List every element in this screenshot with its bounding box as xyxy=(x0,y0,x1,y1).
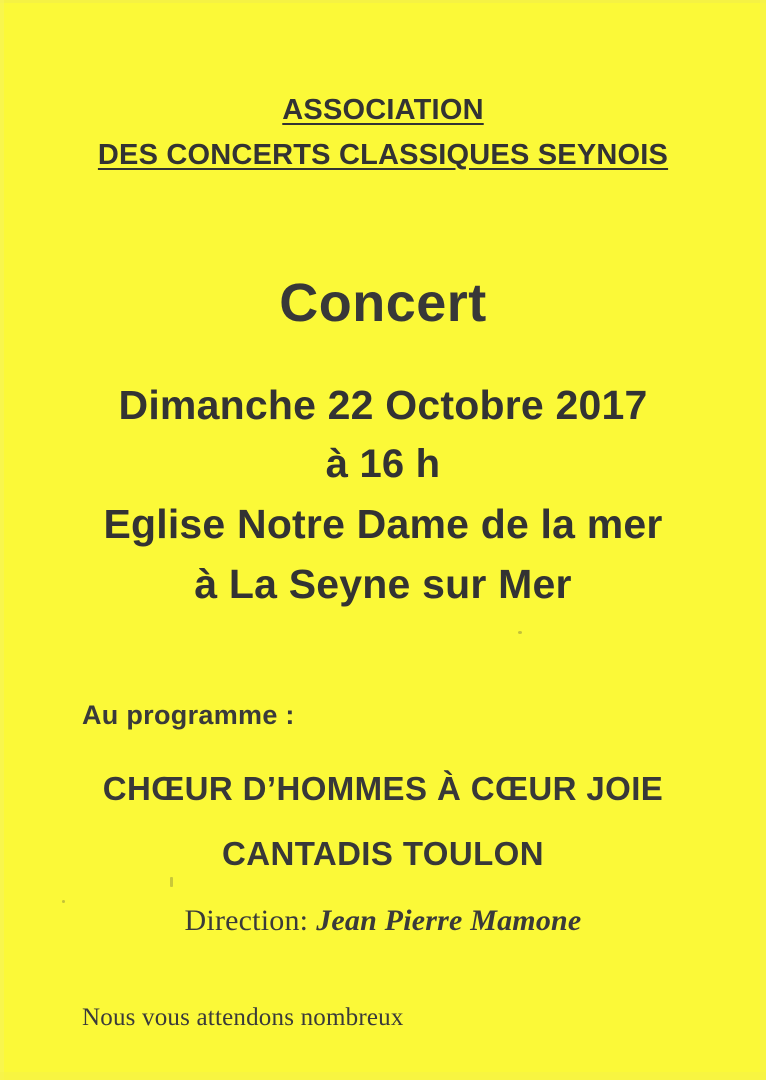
event-details xyxy=(34,378,732,611)
direction-row xyxy=(34,904,732,938)
performer-item: CHŒUR D’HOMMES À CŒUR JOIE xyxy=(102,769,664,807)
event-venue: Eglise Notre Dame de la mer xyxy=(103,501,663,548)
direction-label: Direction: xyxy=(184,904,309,938)
event-time: à 16 h xyxy=(325,442,441,487)
event-date: Dimanche 22 Octobre 2017 xyxy=(118,382,648,429)
performer-list xyxy=(34,765,732,879)
direction-name: Jean Pierre Mamone xyxy=(316,904,582,938)
closing-note: Nous vous attendons nombreux xyxy=(82,1004,404,1032)
scan-speck xyxy=(170,877,173,887)
association-line-1: ASSOCIATION xyxy=(282,94,484,126)
association-heading xyxy=(34,92,732,174)
scan-speck xyxy=(62,900,65,903)
scan-speck xyxy=(518,631,522,634)
event-city: à La Seyne sur Mer xyxy=(194,561,572,608)
paper-edge-bottom xyxy=(0,1072,766,1080)
performer-item: CANTADIS TOULON xyxy=(222,835,544,873)
association-line-2: DES CONCERTS CLASSIQUES SEYNOIS xyxy=(97,138,669,171)
programme-label: Au programme : xyxy=(82,699,295,730)
poster-title: Concert xyxy=(279,273,487,334)
